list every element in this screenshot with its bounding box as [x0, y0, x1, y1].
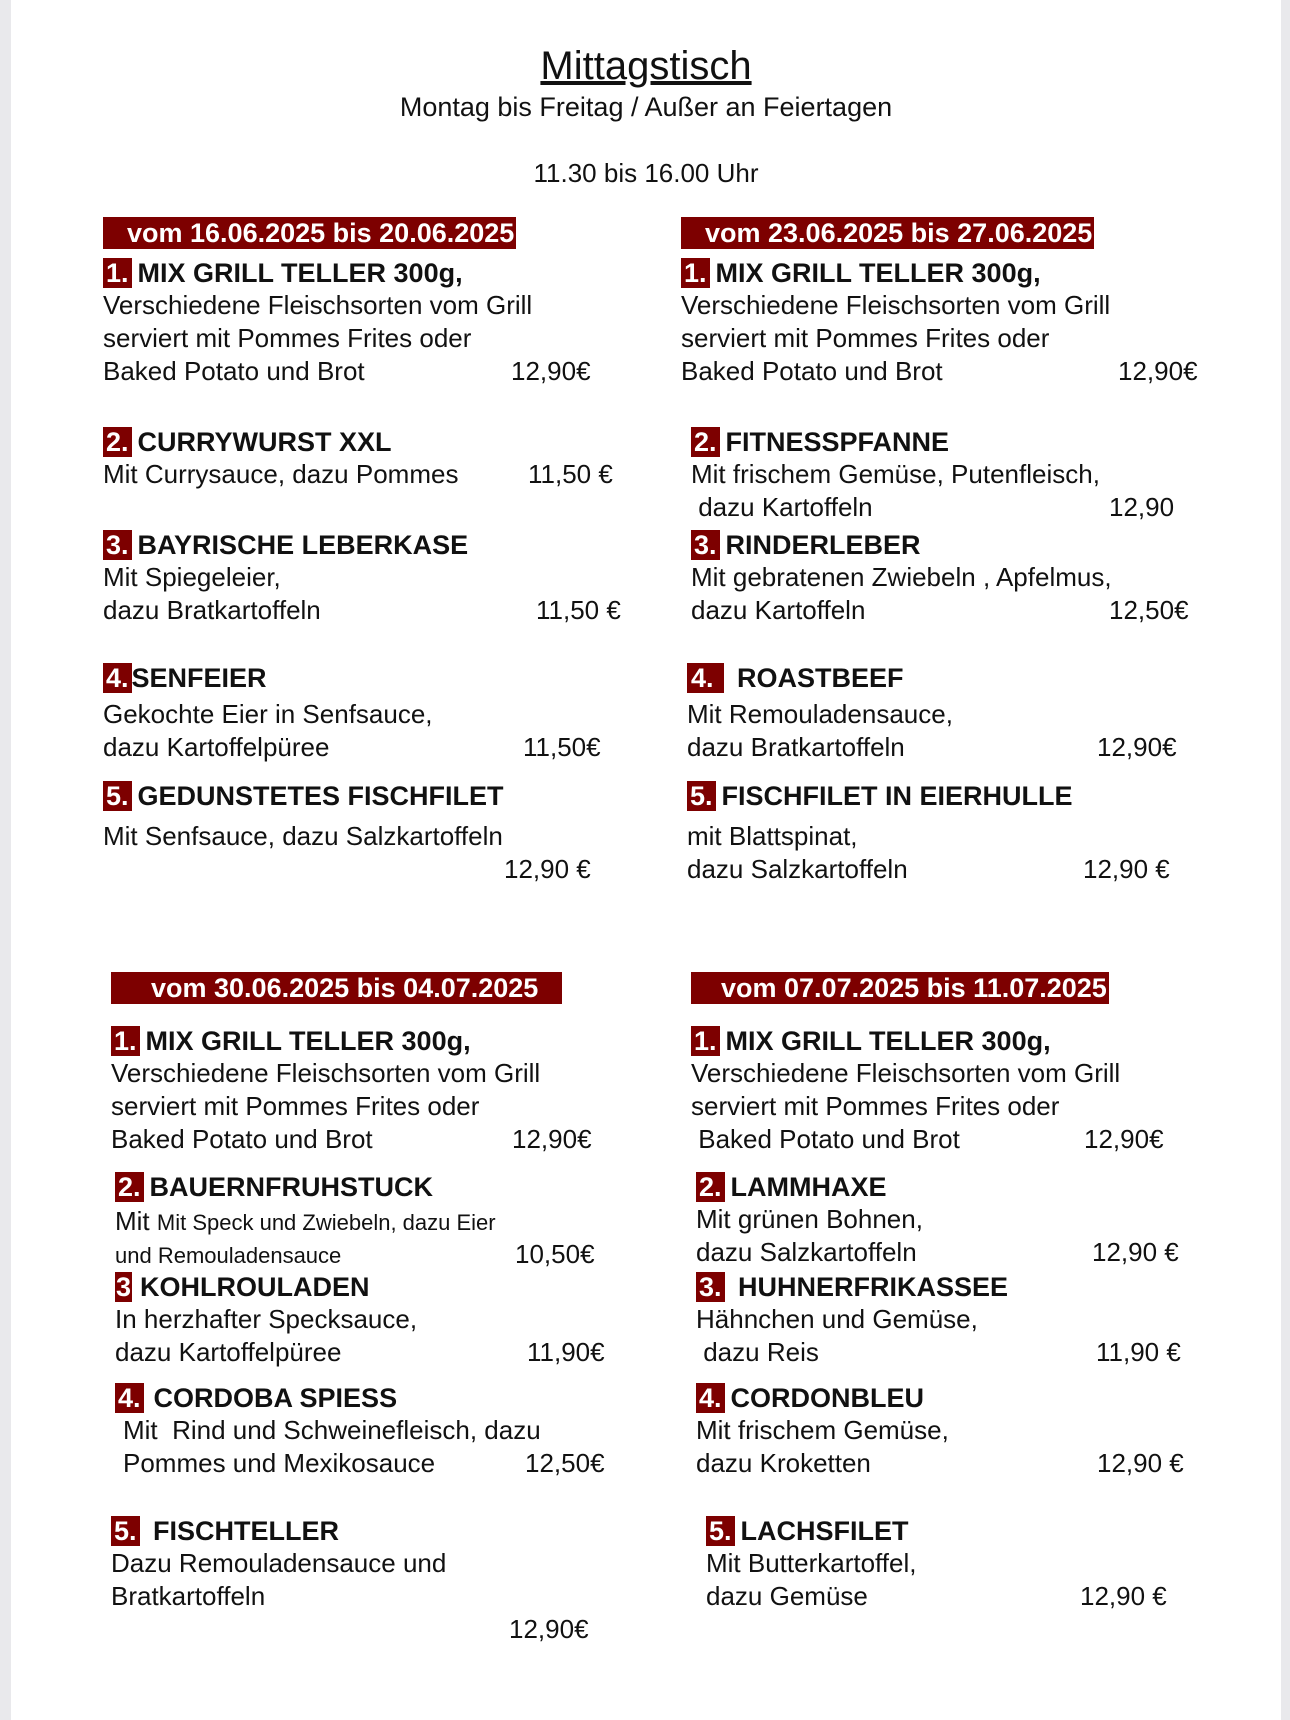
item-description-line: In herzhafter Specksauce, [115, 1304, 418, 1334]
item-price: 12,90 € [1083, 854, 1170, 884]
item-price: 10,50€ [515, 1239, 595, 1269]
item-number-badge: 3 [116, 1272, 132, 1302]
item-price: 12,90 € [1080, 1581, 1167, 1611]
item-description-line: serviert mit Pommes Frites oder [111, 1091, 480, 1121]
week-date-range: vom 23.06.2025 bis 27.06.2025 [681, 217, 1094, 249]
item-price: 12,90 [1109, 492, 1175, 522]
item-description-line: dazu Salzkartoffeln [687, 854, 908, 884]
item-name: CORDONBLEU [730, 1383, 925, 1413]
menu-item [103, 426, 663, 491]
item-price: 12,90€ [1084, 1124, 1164, 1154]
item-description-line: Verschiedene Fleischsorten vom Grill [103, 290, 533, 320]
menu-item [687, 780, 1247, 886]
menu-item [691, 529, 1251, 627]
item-description-line: dazu Kartoffelpüree [103, 732, 330, 762]
menu-item [111, 1515, 671, 1644]
menu-item [706, 1515, 1266, 1613]
menu-item [691, 1025, 1251, 1156]
menu-item [115, 1271, 675, 1369]
menu-page [11, 0, 1281, 1720]
item-name: FITNESSPFANNE [725, 427, 950, 457]
item-name: BAYRISCHE LEBERKASE [137, 530, 469, 560]
item-number-badge: 5. [111, 1516, 140, 1546]
menu-item [696, 1271, 1256, 1369]
item-name: MIX GRILL TELLER 300g, [137, 258, 463, 288]
item-description-line: Verschiedene Fleischsorten vom Grill [691, 1058, 1121, 1088]
menu-item [696, 1171, 1256, 1269]
item-number-badge: 3. [691, 530, 720, 560]
item-name: FISCHFILET IN EIERHULLE [721, 781, 1073, 811]
item-description-line: Mit frischem Gemüse, Putenfleisch, [691, 459, 1100, 489]
item-description-line: Mit Spiegeleier, [103, 562, 281, 592]
item-name: KOHLROULADEN [140, 1272, 370, 1302]
week-date-range: vom 07.07.2025 bis 11.07.2025 [691, 972, 1109, 1004]
menu-item [115, 1171, 675, 1272]
item-price: 11,90 € [1096, 1337, 1181, 1367]
item-name: RINDERLEBER [725, 530, 921, 560]
item-description-line: dazu Kartoffelpüree [115, 1337, 342, 1367]
item-name: LAMMHAXE [730, 1172, 887, 1202]
item-description-line: dazu Bratkartoffeln [687, 732, 905, 762]
menu-item [103, 662, 663, 764]
page-subtitle: Montag bis Freitag / Außer an Feiertagen [399, 92, 893, 122]
week-block-2 [681, 217, 1241, 884]
item-number-badge: 3. [103, 530, 132, 560]
item-price: 11,90€ [527, 1337, 605, 1367]
item-description-line: Bratkartoffeln [111, 1581, 266, 1611]
item-number-badge: 1. [103, 258, 132, 288]
item-description-line: Mit Rind und Schweinefleisch, dazu [123, 1415, 541, 1445]
item-number-badge: 3. [696, 1272, 725, 1302]
item-description-line: dazu Reis [696, 1337, 819, 1367]
item-description-line: Verschiedene Fleischsorten vom Grill [111, 1058, 541, 1088]
menu-item [103, 780, 663, 884]
item-name: CORDOBA SPIESS [153, 1383, 398, 1413]
item-price: 12,90€ [511, 356, 591, 386]
item-name: MIX GRILL TELLER 300g, [725, 1026, 1051, 1056]
item-description-line: mit Blattspinat, [687, 821, 858, 851]
item-price: 12,90 € [1097, 1448, 1184, 1478]
item-name: SENFEIER [131, 663, 267, 693]
item-description-line: dazu Bratkartoffeln [103, 595, 321, 625]
item-description-line: dazu Salzkartoffeln [696, 1237, 917, 1267]
item-description-line: dazu Kartoffeln [691, 492, 873, 522]
item-name: CURRYWURST XXL [137, 427, 392, 457]
item-number-badge: 1. [111, 1026, 140, 1056]
item-price: 11,50 € [528, 459, 613, 489]
item-number-badge: 4. [103, 663, 132, 693]
menu-item [691, 426, 1251, 524]
page-title: Mittagstisch [540, 44, 752, 88]
week-block-3 [111, 972, 671, 1644]
item-name: LACHSFILET [740, 1516, 909, 1546]
item-description-line: Mit Remouladensauce, [687, 699, 953, 729]
item-name: FISCHTELLER [145, 1516, 340, 1546]
item-description-line: serviert mit Pommes Frites oder [681, 323, 1050, 353]
item-description-line: dazu Gemüse [706, 1581, 868, 1611]
item-name: MIX GRILL TELLER 300g, [145, 1026, 471, 1056]
item-description-line: und Remouladensauce [115, 1243, 342, 1268]
item-price: 12,90€ [509, 1614, 589, 1644]
menu-item [103, 257, 663, 388]
item-description-line: dazu Kroketten [696, 1448, 871, 1478]
item-price: 12,50€ [1109, 595, 1189, 625]
item-number-badge: 1. [691, 1026, 720, 1056]
item-number-badge: 2. [103, 427, 132, 457]
item-price: 12,90 € [504, 854, 591, 884]
item-description-line: Gekochte Eier in Senfsauce, [103, 699, 433, 729]
item-description-line: Dazu Remouladensauce und [111, 1548, 447, 1578]
menu-item [111, 1025, 671, 1156]
item-description-line: Mit gebratenen Zwiebeln , Apfelmus, [691, 562, 1112, 592]
item-description-line: Mit Mit Speck und Zwiebeln, dazu Eier [115, 1206, 496, 1236]
item-name: HUHNERFRIKASSEE [730, 1272, 1009, 1302]
week-date-range: vom 16.06.2025 bis 20.06.2025 [103, 217, 516, 249]
item-price: 11,50 € [536, 595, 621, 625]
item-description-line: Baked Potato und Brot [681, 356, 943, 386]
menu-item [681, 257, 1241, 388]
item-number-badge: 2. [115, 1172, 144, 1202]
item-description-line: Baked Potato und Brot [111, 1124, 373, 1154]
item-number-badge: 2. [691, 427, 720, 457]
item-description-line: Pommes und Mexikosauce [123, 1448, 436, 1478]
item-number-badge: 5. [706, 1516, 735, 1546]
item-description-line: serviert mit Pommes Frites oder [691, 1091, 1060, 1121]
item-description-line: Hähnchen und Gemüse, [696, 1304, 978, 1334]
item-price: 11,50€ [523, 732, 601, 762]
item-price: 12,50€ [525, 1448, 605, 1478]
item-name: MIX GRILL TELLER 300g, [715, 258, 1041, 288]
item-description-line: Mit grünen Bohnen, [696, 1204, 923, 1234]
item-price: 12,90 € [1092, 1237, 1179, 1267]
item-name: GEDUNSTETES FISCHFILET [137, 781, 504, 811]
item-number-badge: 2. [696, 1172, 725, 1202]
item-description-line: Baked Potato und Brot [103, 356, 365, 386]
item-description-line: dazu Kartoffeln [691, 595, 866, 625]
item-name: ROASTBEEF [729, 663, 904, 693]
item-number-badge: 1. [681, 258, 710, 288]
menu-item [687, 662, 1247, 764]
item-description-line: Baked Potato und Brot [691, 1124, 960, 1154]
item-number-badge: 4. [115, 1383, 144, 1413]
week-block-4 [691, 972, 1251, 1611]
menu-item [696, 1382, 1256, 1480]
item-description-line: Mit frischem Gemüse, [696, 1415, 949, 1445]
item-name: BAUERNFRUHSTUCK [149, 1172, 434, 1202]
item-number-badge: 4. [687, 663, 724, 693]
item-price: 12,90€ [1097, 732, 1177, 762]
week-date-range: vom 30.06.2025 bis 04.07.2025 [111, 972, 562, 1004]
item-price: 12,90€ [512, 1124, 592, 1154]
item-description-line: Mit Senfsauce, dazu Salzkartoffeln [103, 821, 503, 851]
menu-item [103, 529, 663, 627]
opening-hours: 11.30 bis 16.00 Uhr [533, 158, 759, 188]
item-description-detail: Mit Speck und Zwiebeln, dazu Eier [156, 1210, 496, 1235]
item-number-badge: 5. [687, 781, 716, 811]
item-number-badge: 5. [103, 781, 132, 811]
menu-item [115, 1382, 675, 1480]
item-price: 12,90€ [1118, 356, 1198, 386]
item-description-line: Verschiedene Fleischsorten vom Grill [681, 290, 1111, 320]
item-number-badge: 4. [696, 1383, 725, 1413]
week-block-1 [103, 217, 663, 884]
item-description-line: Mit Currysauce, dazu Pommes [103, 459, 459, 489]
item-description-line: serviert mit Pommes Frites oder [103, 323, 472, 353]
item-description-line: Mit Butterkartoffel, [706, 1548, 917, 1578]
